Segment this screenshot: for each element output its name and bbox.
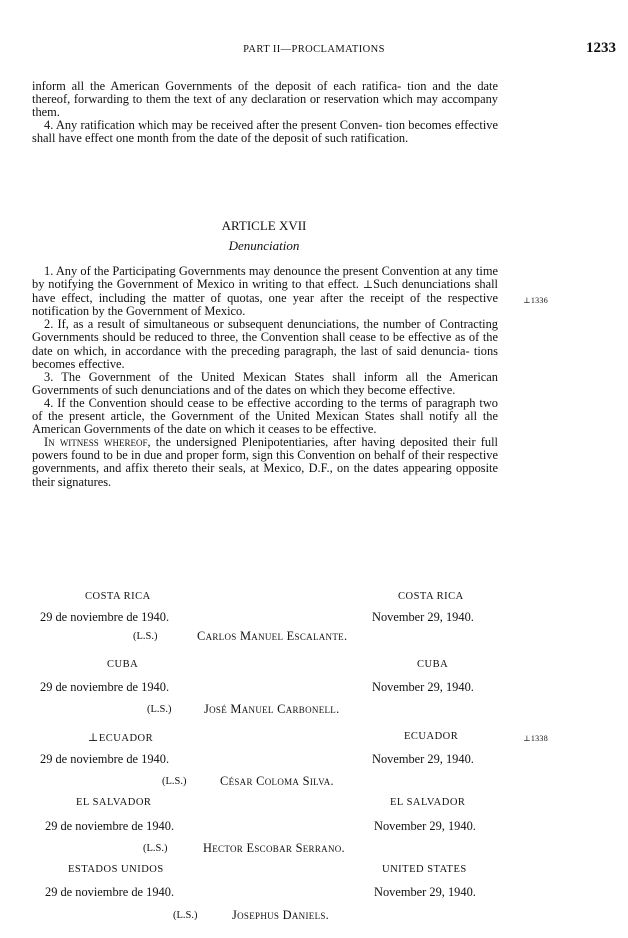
seal-mark: (L.S.) [133, 631, 158, 642]
article-paragraph-3: 3. The Government of the United Mexican States shall inform all the American Governments of such denunciations and of the dates on which they become effective. [32, 369, 498, 397]
running-header: PART II—PROCLAMATIONS [243, 44, 385, 55]
seal-mark: (L.S.) [147, 704, 172, 715]
article-heading: ARTICLE XVII [221, 218, 307, 233]
signature-country-spanish: COSTA RICA [85, 591, 151, 602]
signer-name: José Manuel Carbonell. [204, 702, 340, 716]
witness-lead: In witness whereof, [44, 435, 151, 450]
page-break-mark: ⊥ [362, 279, 374, 292]
seal-mark: (L.S.) [143, 843, 168, 854]
marginal-note: ⊥1338 [523, 734, 549, 743]
witness-paragraph [32, 436, 498, 488]
signature-date-english: November 29, 1940. [374, 885, 476, 899]
paragraph-4: 4. Any ratification which may be received after the present Conven- tion becomes effective shall have effect one month from the date of the deposit of such ratification. [32, 118, 498, 146]
signer-name: César Coloma Silva. [220, 774, 334, 788]
paragraph-continuation: inform all the American Governments of the deposit of each ratifica- tion and the date thereof, forwarding to them the text of any declaration or reservation which may accompany them. [32, 79, 498, 120]
witness-text: the undersigned Plenipotentiaries, after having deposited their full powers found to be in due and proper form, sign this Convention on behalf of their respective governments, and affix thereto their seals, at Mexico, D.F., on the dates appearing opposite their signatures. [32, 435, 499, 489]
signature-date-english: November 29, 1940. [372, 680, 474, 694]
page-break-mark: ⊥ [88, 732, 99, 744]
signer-name: Josephus Daniels. [232, 908, 330, 922]
signature-date-english: November 29, 1940. [374, 819, 476, 833]
signature-date-english: November 29, 1940. [372, 752, 474, 766]
article-paragraph-1 [32, 265, 498, 318]
signer-name: Hector Escobar Serrano. [203, 841, 345, 855]
signature-date-spanish: 29 de noviembre de 1940. [40, 680, 170, 694]
signer-name: Carlos Manuel Escalante. [197, 629, 348, 643]
signature-date-spanish: 29 de noviembre de 1940. [40, 752, 170, 766]
article-paragraph-1-part-a: 1. Any of the Participating Governments may denounce the present Convention at any time by notifying the Government of Mexico in writing to that effect. [32, 264, 498, 292]
signature-country-english: UNITED STATES [382, 864, 467, 875]
signature-date-spanish: 29 de noviembre de 1940. [40, 610, 170, 624]
signature-country-english: ECUADOR [404, 731, 459, 742]
marginal-note: ⊥1336 [523, 296, 549, 305]
signature-country-english: COSTA RICA [398, 591, 464, 602]
signature-country-spanish: ESTADOS UNIDOS [68, 864, 164, 875]
seal-mark: (L.S.) [173, 910, 198, 921]
seal-mark: (L.S.) [162, 776, 187, 787]
page-number: 1233 [586, 40, 616, 56]
top-text-block [32, 80, 498, 145]
signature-country-spanish: ⊥ECUADOR [88, 732, 154, 744]
signature-country-english: EL SALVADOR [390, 797, 466, 808]
signature-country-spanish: EL SALVADOR [76, 797, 152, 808]
signature-country-english: CUBA [417, 659, 449, 670]
article-text-block [32, 265, 498, 489]
article-paragraph-1-part-b: Such denunciations shall have effect, including the matter of quotas, one year after the receipt of the respective notification by the Government of Mexico. [32, 277, 498, 319]
signature-date-spanish: 29 de noviembre de 1940. [45, 819, 175, 833]
signature-date-spanish: 29 de noviembre de 1940. [45, 885, 175, 899]
article-paragraph-2: 2. If, as a result of simultaneous or subsequent denunciations, the number of Contracting Governments should be reduced to three, the Convention shall cease to be effective as of the date on which, in accordance with the preceding paragraph, the last of said denuncia- tions becomes effective. [32, 317, 498, 371]
signature-date-english: November 29, 1940. [372, 610, 474, 624]
article-subheading: Denunciation [228, 238, 300, 253]
signature-country-spanish: CUBA [107, 659, 139, 670]
article-paragraph-4: 4. If the Convention should cease to be effective according to the terms of paragraph two of the present article, the Government of the United Mexican States shall notify all the American Governments of the date on which it ceases to be effective. [32, 395, 498, 437]
